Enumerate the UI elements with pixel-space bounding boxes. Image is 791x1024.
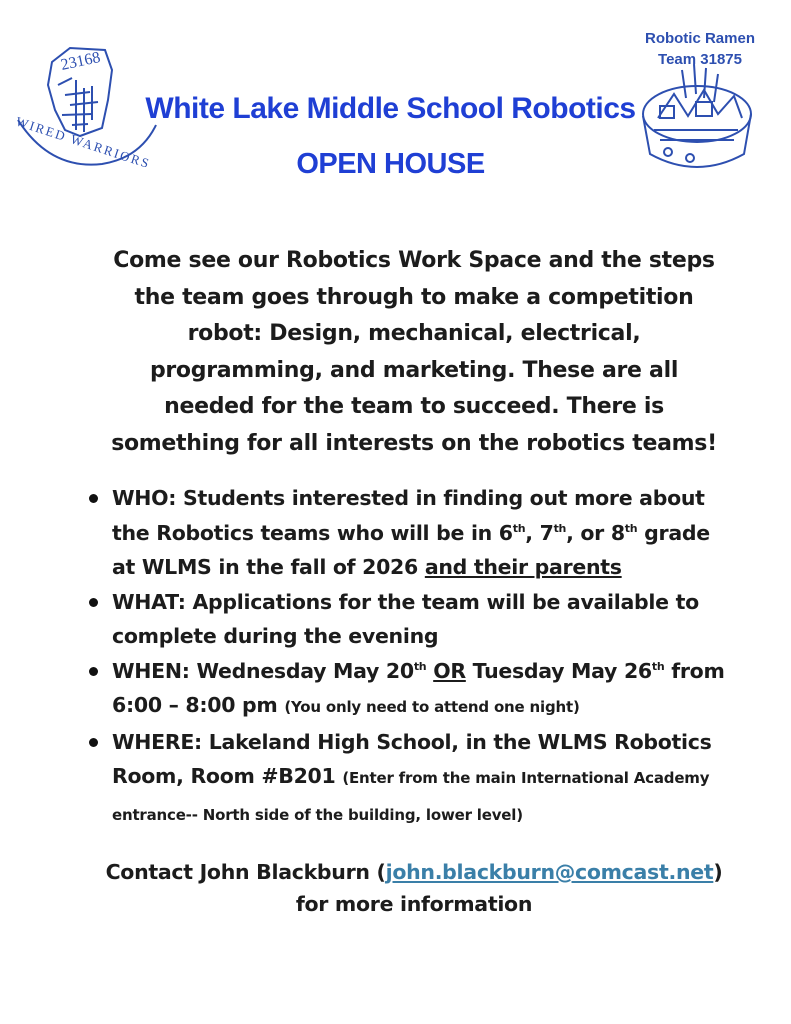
logo-number: 23168 [59,48,102,74]
robotic-ramen-name: Robotic Ramen [644,30,755,47]
bullet-icon [89,494,98,503]
list-item-who: WHO: Students interested in finding out more about the Robotics teams who will be in 6th, 7th, or 8th grade at WLMS in the fall of 2026 and their parents [85,481,725,585]
page-subtitle: OPEN HOUSE [296,148,485,180]
list-item-when: WHEN: Wednesday May 20th OR Tuesday May 26th from 6:00 – 8:00 pm (You only need to attend one night) [85,654,725,725]
logo-caption: WIRED WARRIORS [14,113,153,172]
bullet-icon [89,598,98,607]
list-item-what: WHAT: Applications for the team will be available to complete during the evening [85,585,725,654]
where-note: (Enter from the main International Academy entrance-- North side of the building, lower level) [112,769,710,824]
parents-underlined: and their parents [424,555,622,579]
or-underlined: OR [433,658,466,683]
bullet-icon [89,738,98,747]
event-details-list [85,481,725,832]
bullet-icon [89,667,98,676]
intro-paragraph: Come see our Robotics Work Space and the steps the team goes through to make a competition robot: Design, mechanical, electrical, programming, and marketing. These are all needed for the team to succeed. There is something for all interests on the robotics teams! [111,248,717,456]
contact-line: Contact John Blackburn (john.blackburn@comcast.net) [105,860,723,884]
email-link[interactable]: john.blackburn@comcast.net [385,860,714,884]
when-note: (You only need to attend one night) [284,698,580,716]
robotic-ramen-team: Team 31875 [658,51,742,68]
page-title: White Lake Middle School Robotics [145,92,636,125]
contact-line-2: for more information [295,892,533,916]
list-item-where: WHERE: Lakeland High School, in the WLMS Robotics Room, Room #B201 (Enter from the main International Academy entrance-- North side of the building, lower level) [85,725,725,833]
